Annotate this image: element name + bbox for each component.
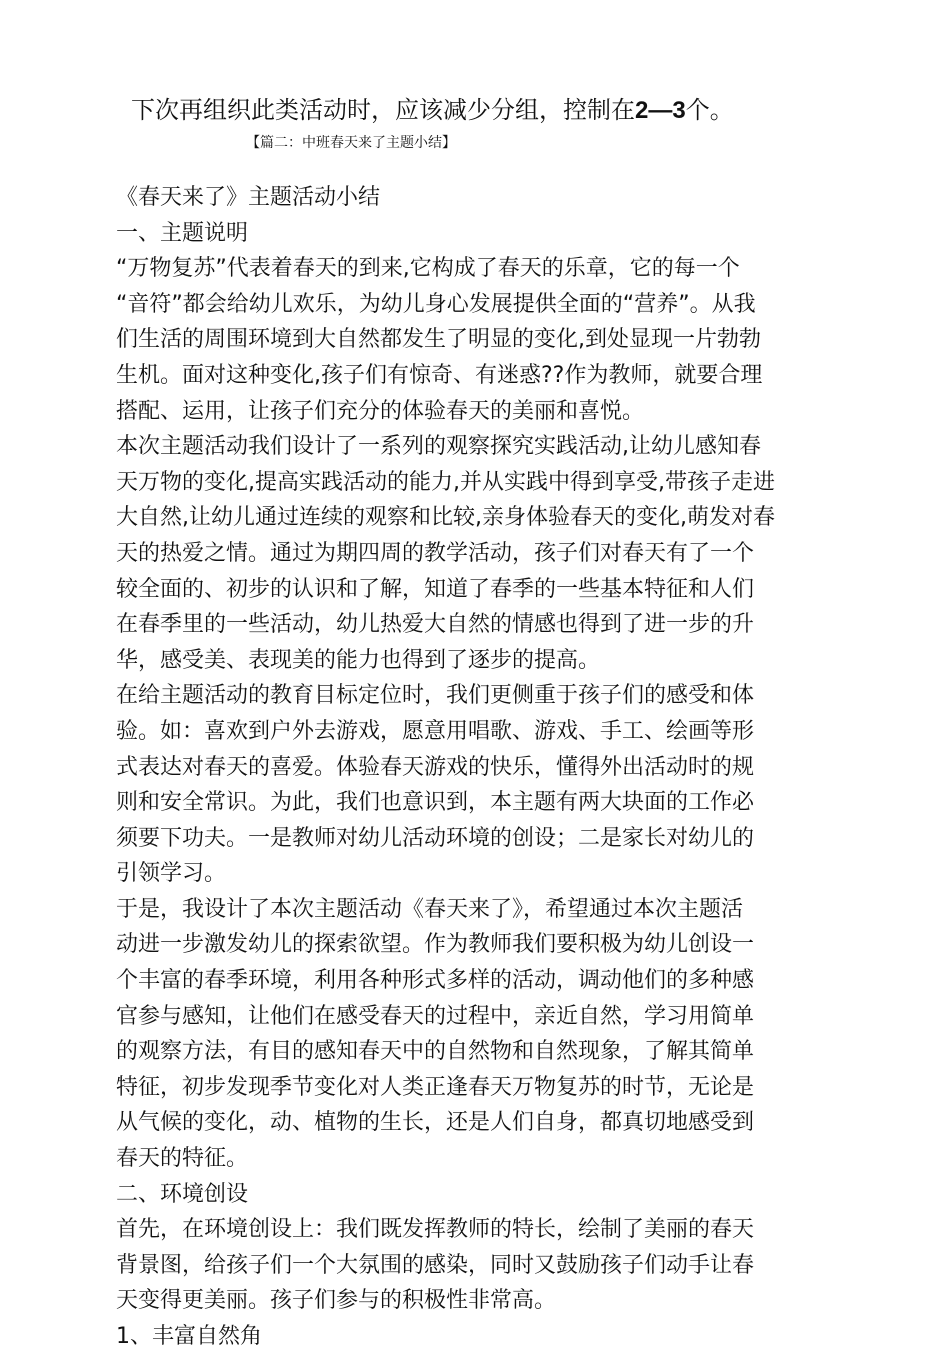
paragraph-line: “音符”都会给幼儿欢乐，为幼儿身心发展提供全面的“营养”。从我 [116, 291, 756, 317]
paragraph-line: 华，感受美、表现美的能力也得到了逐步的提高。 [116, 647, 601, 673]
paragraph-line: 官参与感知，让他们在感受春天的过程中，亲近自然，学习用简单 [116, 1003, 755, 1029]
paragraph-line: 特征，初步发现季节变化对人类正逢春天万物复苏的时节，无论是 [116, 1074, 755, 1100]
paragraph-line: 在春季里的一些活动，幼儿热爱大自然的情感也得到了进一步的升 [116, 612, 755, 638]
paragraph-line: 天万物的变化,提高实践活动的能力,并从实践中得到享受,带孩子走进 [116, 469, 775, 495]
paragraph-line: 须要下功夫。一是教师对幼儿活动环境的创设；二是家长对幼儿的 [116, 825, 755, 851]
paragraph-line: 较全面的、初步的认识和了解，知道了春季的一些基本特征和人们 [116, 576, 755, 602]
paragraph-line: 从气候的变化，动、植物的生长，还是人们自身，都真切地感受到 [116, 1110, 755, 1136]
paragraph-line: 于是，我设计了本次主题活动《春天来了》，希望通过本次主题活 [116, 896, 744, 922]
paragraph-line: 个丰富的春季环境，利用各种形式多样的活动，调动他们的多种感 [116, 968, 755, 994]
paragraph-line: 天变得更美丽。孩子们参与的积极性非常高。 [116, 1288, 557, 1314]
heading-theme-description: 一、主题说明 [116, 220, 249, 246]
paragraph-line: 则和安全常识。为此，我们也意识到，本主题有两大块面的工作必 [116, 790, 755, 816]
paragraph-line: 在给主题活动的教育目标定位时，我们更侧重于孩子们的感受和体 [116, 683, 755, 709]
paragraph-line: 动进一步激发幼儿的探索欲望。作为教师我们要积极为幼儿创设一 [116, 932, 755, 958]
top-line-text-after: 个。 [685, 96, 734, 124]
paragraph-line: 引领学习。 [116, 861, 227, 887]
section-tag: 【篇二：中班春天来了主题小结】 [246, 135, 456, 151]
document-body [116, 180, 846, 1355]
group-range-bold: 2—3 [635, 97, 686, 124]
heading-environment-creation: 二、环境创设 [116, 1181, 249, 1207]
paragraph-line: 式表达对春天的喜爱。体验春天游戏的快乐，懂得外出活动时的规 [116, 754, 755, 780]
paragraph-line: 春天的特征。 [116, 1146, 249, 1172]
paragraph-line: 们生活的周围环境到大自然都发生了明显的变化,到处显现一片勃勃 [116, 327, 761, 353]
paragraph-line: “万物复苏”代表着春天的到来,它构成了春天的乐章，它的每一个 [116, 256, 740, 282]
paragraph-line: 的观察方法，有目的感知春天中的自然物和自然现象，了解其简单 [116, 1039, 755, 1065]
subheading-nature-corner: 1、丰富自然角 [116, 1324, 262, 1349]
paragraph-line: 生机。面对这种变化,孩子们有惊奇、有迷惑??作为教师，就要合理 [116, 362, 763, 388]
top-line-text-before: 下次再组织此类活动时，应该减少分组，控制在 [131, 96, 635, 124]
top-line [131, 92, 734, 129]
paragraph-line: 天的热爱之情。通过为期四周的教学活动，孩子们对春天有了一个 [116, 540, 755, 566]
paragraph-line: 背景图，给孩子们一个大氛围的感染，同时又鼓励孩子们动手让春 [116, 1252, 755, 1278]
paragraph-line: 验。如：喜欢到户外去游戏，愿意用唱歌、游戏、手工、绘画等形 [116, 718, 755, 744]
paragraph-line: 首先，在环境创设上：我们既发挥教师的特长，绘制了美丽的春天 [116, 1217, 755, 1243]
document-title: 《春天来了》主题活动小结 [116, 185, 381, 210]
paragraph-line: 本次主题活动我们设计了一系列的观察探究实践活动,让幼儿感知春 [116, 434, 761, 460]
paragraph-line: 搭配、运用，让孩子们充分的体验春天的美丽和喜悦。 [116, 398, 645, 424]
paragraph-line: 大自然,让幼儿通过连续的观察和比较,亲身体验春天的变化,萌发对春 [116, 505, 775, 531]
